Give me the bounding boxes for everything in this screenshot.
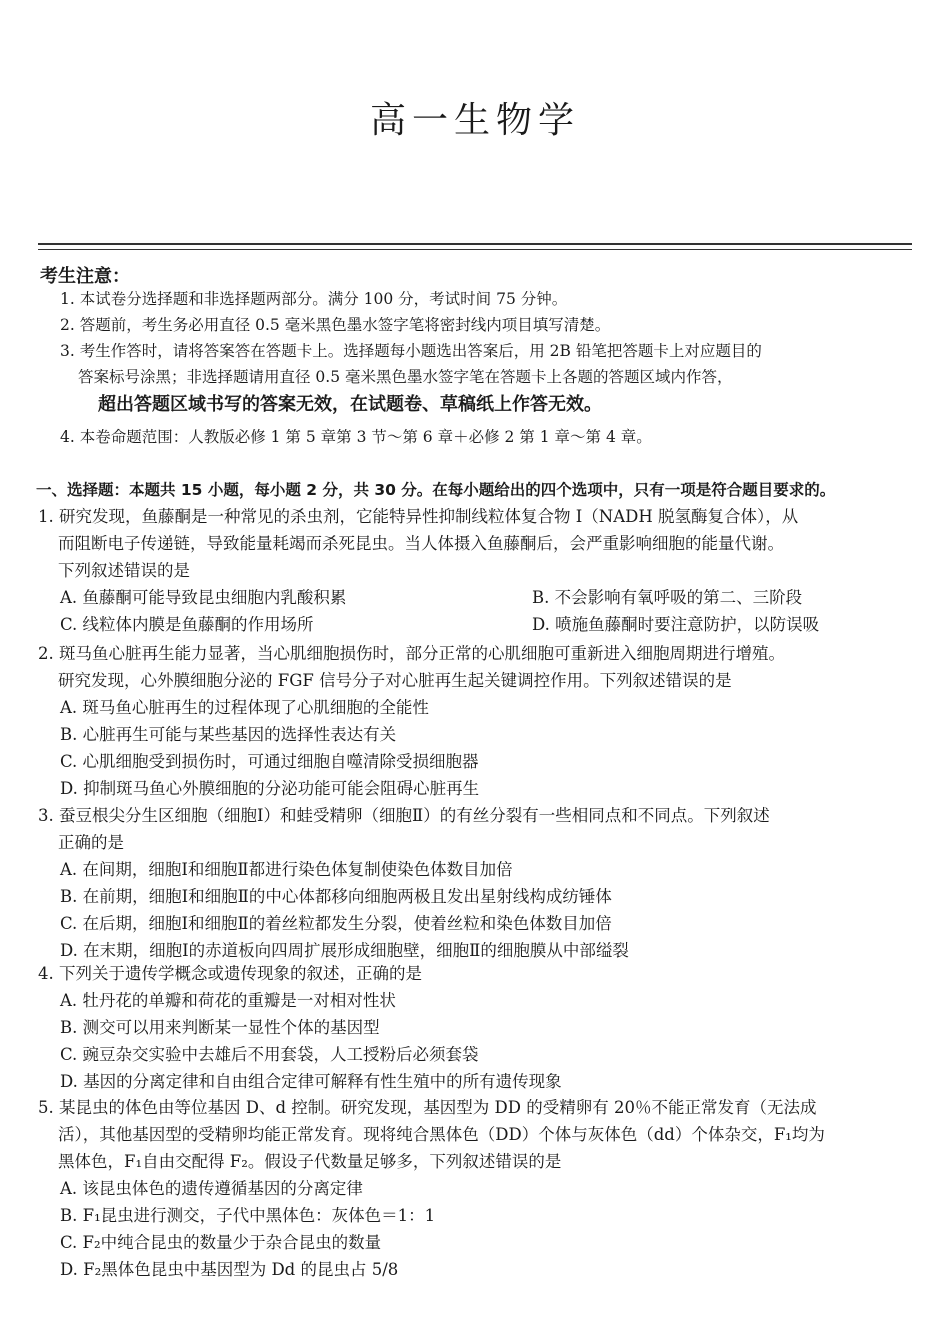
question-2 <box>36 640 916 802</box>
option-row <box>36 584 916 611</box>
option-b: B. F₁昆虫进行测交，子代中黑体色：灰体色＝1：1 <box>60 1206 436 1225</box>
option-d: D. F₂黑体色昆虫中基因型为 Dd 的昆虫占 5/8 <box>60 1260 399 1279</box>
header-rule-thick <box>38 243 912 245</box>
option-b: B. 不会影响有氧呼吸的第二、三阶段 <box>532 588 803 607</box>
option-d: D. 喷施鱼藤酮时要注意防护，以防误吸 <box>532 615 820 634</box>
option-b: B. 测交可以用来判断某一显性个体的基因型 <box>60 1018 380 1037</box>
option-c: C. 在后期，细胞Ⅰ和细胞Ⅱ的着丝粒都发生分裂，使着丝粒和染色体数目加倍 <box>60 914 612 933</box>
notice-item-4: 4. 本卷命题范围：人教版必修 1 第 5 章第 3 节～第 6 章＋必修 2 第 1 章～第 4 章。 <box>60 428 652 446</box>
question-1-stem-line: 下列叙述错误的是 <box>58 561 190 580</box>
notice-item-3: 3. 考生作答时，请将答案答在答题卡上。选择题每小题选出答案后，用 2B 铅笔把答题卡上对应题目的 <box>60 342 762 360</box>
header-rule-thin <box>38 249 912 250</box>
option-a: A. 鱼藤酮可能导致昆虫细胞内乳酸积累 <box>60 588 347 607</box>
option-d: D. 在末期，细胞Ⅰ的赤道板向四周扩展形成细胞壁，细胞Ⅱ的细胞膜从中部缢裂 <box>60 941 629 960</box>
option-c: C. F₂中纯合昆虫的数量少于杂合昆虫的数量 <box>60 1233 382 1252</box>
option-c: C. 线粒体内膜是鱼藤酮的作用场所 <box>60 615 314 634</box>
option-row <box>36 611 916 638</box>
question-3 <box>36 802 916 964</box>
question-3-stem-line: 3. 蚕豆根尖分生区细胞（细胞Ⅰ）和蛙受精卵（细胞Ⅱ）的有丝分裂有一些相同点和不同点。下列叙述 <box>38 806 770 825</box>
option-a: A. 斑马鱼心脏再生的过程体现了心肌细胞的全能性 <box>60 698 429 717</box>
question-1-stem-line: 1. 研究发现，鱼藤酮是一种常见的杀虫剂，它能特异性抑制线粒体复合物 Ⅰ（NADH 脱氢酶复合体），从 <box>38 507 799 526</box>
option-a: A. 该昆虫体色的遗传遵循基因的分离定律 <box>60 1179 363 1198</box>
notice-item-3-emphasis: 超出答题区域书写的答案无效，在试题卷、草稿纸上作答无效。 <box>98 394 602 415</box>
option-a: A. 牡丹花的单瓣和荷花的重瓣是一对相对性状 <box>60 991 396 1010</box>
option-d: D. 抑制斑马鱼心外膜细胞的分泌功能可能会阻碍心脏再生 <box>60 779 480 798</box>
question-1-stem-line: 而阻断电子传递链，导致能量耗竭而杀死昆虫。当人体摄入鱼藤酮后，会严重影响细胞的能量代谢。 <box>58 534 784 553</box>
question-5-stem-line: 活），其他基因型的受精卵均能正常发育。现将纯合黑体色（DD）个体与灰体色（dd）个体杂交，F₁均为 <box>58 1125 825 1144</box>
question-5 <box>36 1094 916 1283</box>
question-4 <box>36 960 916 1095</box>
option-a: A. 在间期，细胞Ⅰ和细胞Ⅱ都进行染色体复制使染色体数目加倍 <box>60 860 513 879</box>
option-d: D. 基因的分离定律和自由组合定律可解释有性生殖中的所有遗传现象 <box>60 1072 562 1091</box>
page-title: 高一生物学 <box>369 100 580 141</box>
notice-item-3-cont: 答案标号涂黑；非选择题请用直径 0.5 毫米黑色墨水签字笔在答题卡上各题的答题区域内作答， <box>78 368 733 386</box>
option-c: C. 豌豆杂交实验中去雄后不用套袋，人工授粉后必须套袋 <box>60 1045 479 1064</box>
question-5-stem-line: 黑体色，F₁自由交配得 F₂。假设子代数量足够多，下列叙述错误的是 <box>58 1152 562 1171</box>
notice-item-2: 2. 答题前，考生务必用直径 0.5 毫米黑色墨水签字笔将密封线内项目填写清楚。 <box>60 316 611 334</box>
question-3-stem-line: 正确的是 <box>58 833 124 852</box>
question-2-stem-line: 研究发现，心外膜细胞分泌的 FGF 信号分子对心脏再生起关键调控作用。下列叙述错误的是 <box>58 671 732 690</box>
option-b: B. 心脏再生可能与某些基因的选择性表达有关 <box>60 725 397 744</box>
section-heading: 一、选择题：本题共 15 小题，每小题 2 分，共 30 分。在每小题给出的四个选项中，只有一项是符合题目要求的。 <box>36 481 836 499</box>
question-4-stem-line: 4. 下列关于遗传学概念或遗传现象的叙述，正确的是 <box>38 964 422 983</box>
question-5-stem-line: 5. 某昆虫的体色由等位基因 D、d 控制。研究发现，基因型为 DD 的受精卵有 20％不能正常发育（无法成 <box>38 1098 817 1117</box>
option-c: C. 心肌细胞受到损伤时，可通过细胞自噬清除受损细胞器 <box>60 752 479 771</box>
notice-item-1: 1. 本试卷分选择题和非选择题两部分。满分 100 分，考试时间 75 分钟。 <box>60 290 568 308</box>
question-2-stem-line: 2. 斑马鱼心脏再生能力显著，当心肌细胞损伤时，部分正常的心肌细胞可重新进入细胞周期进行增殖。 <box>38 644 785 663</box>
question-1 <box>36 503 916 638</box>
option-b: B. 在前期，细胞Ⅰ和细胞Ⅱ的中心体都移向细胞两极且发出星射线构成纺锤体 <box>60 887 612 906</box>
notice-heading: 考生注意： <box>40 266 130 287</box>
